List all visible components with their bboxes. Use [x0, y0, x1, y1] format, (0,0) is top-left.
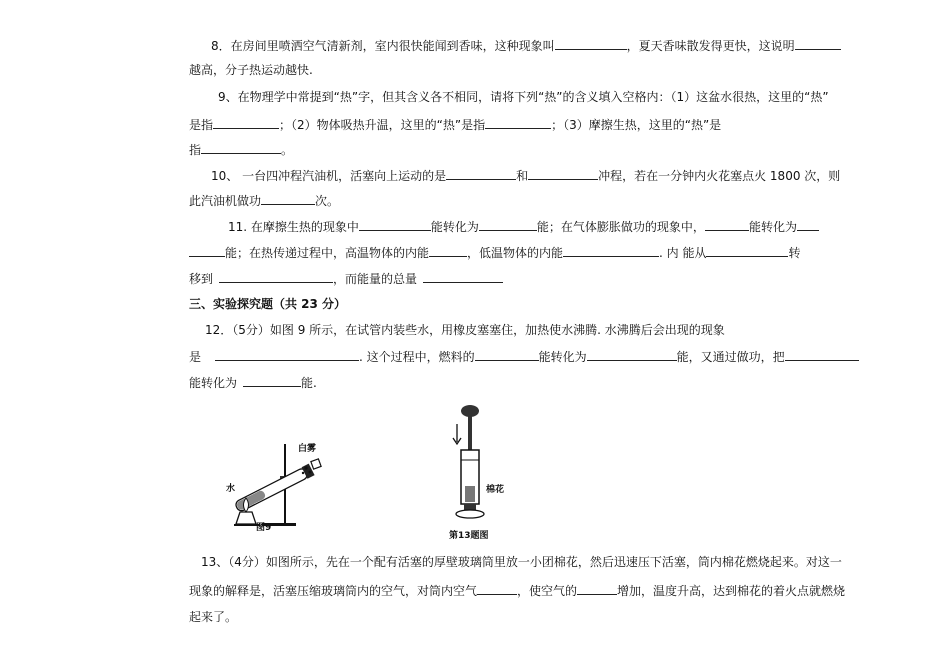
q12-blank-1[interactable]: [215, 349, 359, 361]
q10-text-e: 次。: [315, 194, 340, 208]
q11-text-e: 能；在热传递过程中，高温物体的内能: [225, 246, 430, 260]
q11-text-g: . 内 能从: [659, 246, 707, 260]
q11-blank-6[interactable]: [563, 245, 659, 257]
q8-blank-1[interactable]: [555, 38, 627, 50]
q9-text-d: ；（3）摩擦生热，这里的“热”是: [551, 118, 722, 132]
q9-blank-2[interactable]: [485, 117, 551, 129]
q10-text-d: 此汽油机做功: [189, 194, 262, 208]
q11-blank-8[interactable]: [219, 271, 333, 283]
q11-blank-2[interactable]: [479, 219, 537, 231]
q11-text-a: 11. 在摩擦生热的现象中: [228, 220, 359, 234]
flame: [244, 498, 249, 512]
q11-blank-1[interactable]: [359, 219, 431, 231]
q8-text-c: 越高，分子热运动越快.: [189, 63, 313, 77]
question-13-line-3: [189, 610, 237, 624]
question-13-line-1: [201, 555, 842, 569]
q9-text-c: ；（2）物体吸热升温，这里的“热”是指: [279, 118, 486, 132]
q12-text-f: 能转化为: [189, 376, 238, 390]
fig9-label-white-mist: 白雾: [298, 444, 317, 454]
q12-blank-5[interactable]: [243, 375, 301, 387]
q11-text-d: 能转化为: [748, 220, 797, 234]
question-8-line-1: [211, 38, 841, 53]
q8-text-b: ，夏天香味散发得更快，这说明: [626, 39, 795, 53]
question-11-line-2: [189, 245, 801, 260]
q11-text-b: 能转化为: [430, 220, 479, 234]
cotton: [465, 486, 475, 502]
fig13-label-cotton: 棉花: [486, 485, 505, 495]
question-9-line-2: [189, 117, 721, 132]
question-11-line-3: [189, 271, 503, 286]
fig9-label-water: 水: [226, 484, 236, 494]
question-9-line-1: [218, 90, 829, 104]
q12-text-d: 能转化为: [538, 350, 587, 364]
cylinder-base: [456, 510, 484, 518]
q10-text-a: 10、 一台四冲程汽油机，活塞向上运动的是: [211, 169, 447, 183]
q9-text-a: 9、在物理学中常提到“热”字，但其含义各不相同，请将下列“热”的含义填入空格内：（1）这盆水很热，这里的“热”: [218, 90, 829, 104]
q13-text-b: 现象的解释是，活塞压缩玻璃筒内的空气，对筒内空气: [189, 584, 478, 598]
q12-blank-4[interactable]: [785, 349, 859, 361]
q11-blank-3[interactable]: [705, 219, 749, 231]
section-3-heading: 三、实验探究题（共 23 分）: [189, 297, 347, 311]
question-13-line-2: [189, 583, 845, 598]
q11-text-i: 移到: [189, 272, 214, 286]
q9-text-b: 是指: [189, 118, 214, 132]
question-12-line-3: [189, 375, 317, 390]
q13-blank-2[interactable]: [577, 583, 617, 595]
question-12-line-1: [205, 323, 725, 337]
q11-text-h: 转: [788, 246, 801, 260]
q11-blank-9[interactable]: [423, 271, 503, 283]
question-10-line-1: [211, 168, 840, 183]
q10-text-c: 冲程，若在一分钟内火花塞点火 1800 次，则: [598, 169, 841, 183]
q13-text-c: ，使空气的: [517, 584, 578, 598]
flying-stopper: [311, 459, 321, 469]
q11-text-c: 能；在气体膨胀做功的现象中，: [536, 220, 705, 234]
q9-text-f: 。: [281, 143, 294, 157]
q8-blank-2[interactable]: [795, 38, 841, 50]
question-11-line-1: [228, 219, 819, 234]
alcohol-lamp: [236, 512, 256, 524]
q11-blank-7[interactable]: [706, 245, 788, 257]
q9-blank-3[interactable]: [201, 142, 281, 154]
q11-blank-5[interactable]: [429, 245, 467, 257]
q9-blank-1[interactable]: [213, 117, 279, 129]
q10-blank-1[interactable]: [446, 168, 516, 180]
q10-text-b: 和: [516, 169, 529, 183]
q12-blank-2[interactable]: [475, 349, 539, 361]
piston-handle: [461, 405, 479, 417]
q13-text-a: 13、（4分）如图所示，先在一个配有活塞的厚壁玻璃筒里放一小团棉花，然后迅速压下活塞，筒内棉花燃烧起来。对这一: [201, 555, 842, 569]
figure-13-diagram: [446, 402, 496, 522]
q13-blank-1[interactable]: [477, 583, 517, 595]
q10-blank-3[interactable]: [261, 193, 315, 205]
q9-text-e: 指: [189, 143, 202, 157]
q12-blank-3[interactable]: [587, 349, 677, 361]
q12-text-g: 能.: [301, 376, 317, 390]
q12-text-e: 能，又通过做功，把: [676, 350, 785, 364]
q12-text-b: 是: [189, 350, 202, 364]
q10-blank-2[interactable]: [528, 168, 598, 180]
q11-blank-4b[interactable]: [189, 245, 225, 257]
fig9-caption: 图9: [256, 523, 272, 533]
q11-text-j: ，而能量的总量: [333, 272, 418, 286]
question-9-line-3: [189, 142, 293, 157]
question-10-line-2: [189, 193, 339, 208]
piston-rod: [468, 416, 472, 454]
q13-text-e: 起来了。: [189, 610, 238, 624]
fig13-caption: 第13题图: [449, 531, 489, 541]
q11-text-f: ，低温物体的内能: [467, 246, 564, 260]
q12-text-c: . 这个过程中，燃料的: [359, 350, 475, 364]
question-8-line-2: [189, 63, 313, 77]
cylinder-foot: [464, 504, 476, 510]
q13-text-d: 增加，温度升高，达到棉花的着火点就燃烧: [617, 584, 846, 598]
q12-text-a: 12．（5分）如图 9 所示，在试管内装些水，用橡皮塞塞住，加热使水沸腾. 水沸腾后会出现的现象: [205, 323, 725, 337]
question-12-line-2: [189, 349, 859, 364]
q8-text-a: 8．在房间里喷洒空气清新剂，室内很快能闻到香味，这种现象叫: [211, 39, 555, 53]
q11-blank-4[interactable]: [797, 219, 819, 231]
